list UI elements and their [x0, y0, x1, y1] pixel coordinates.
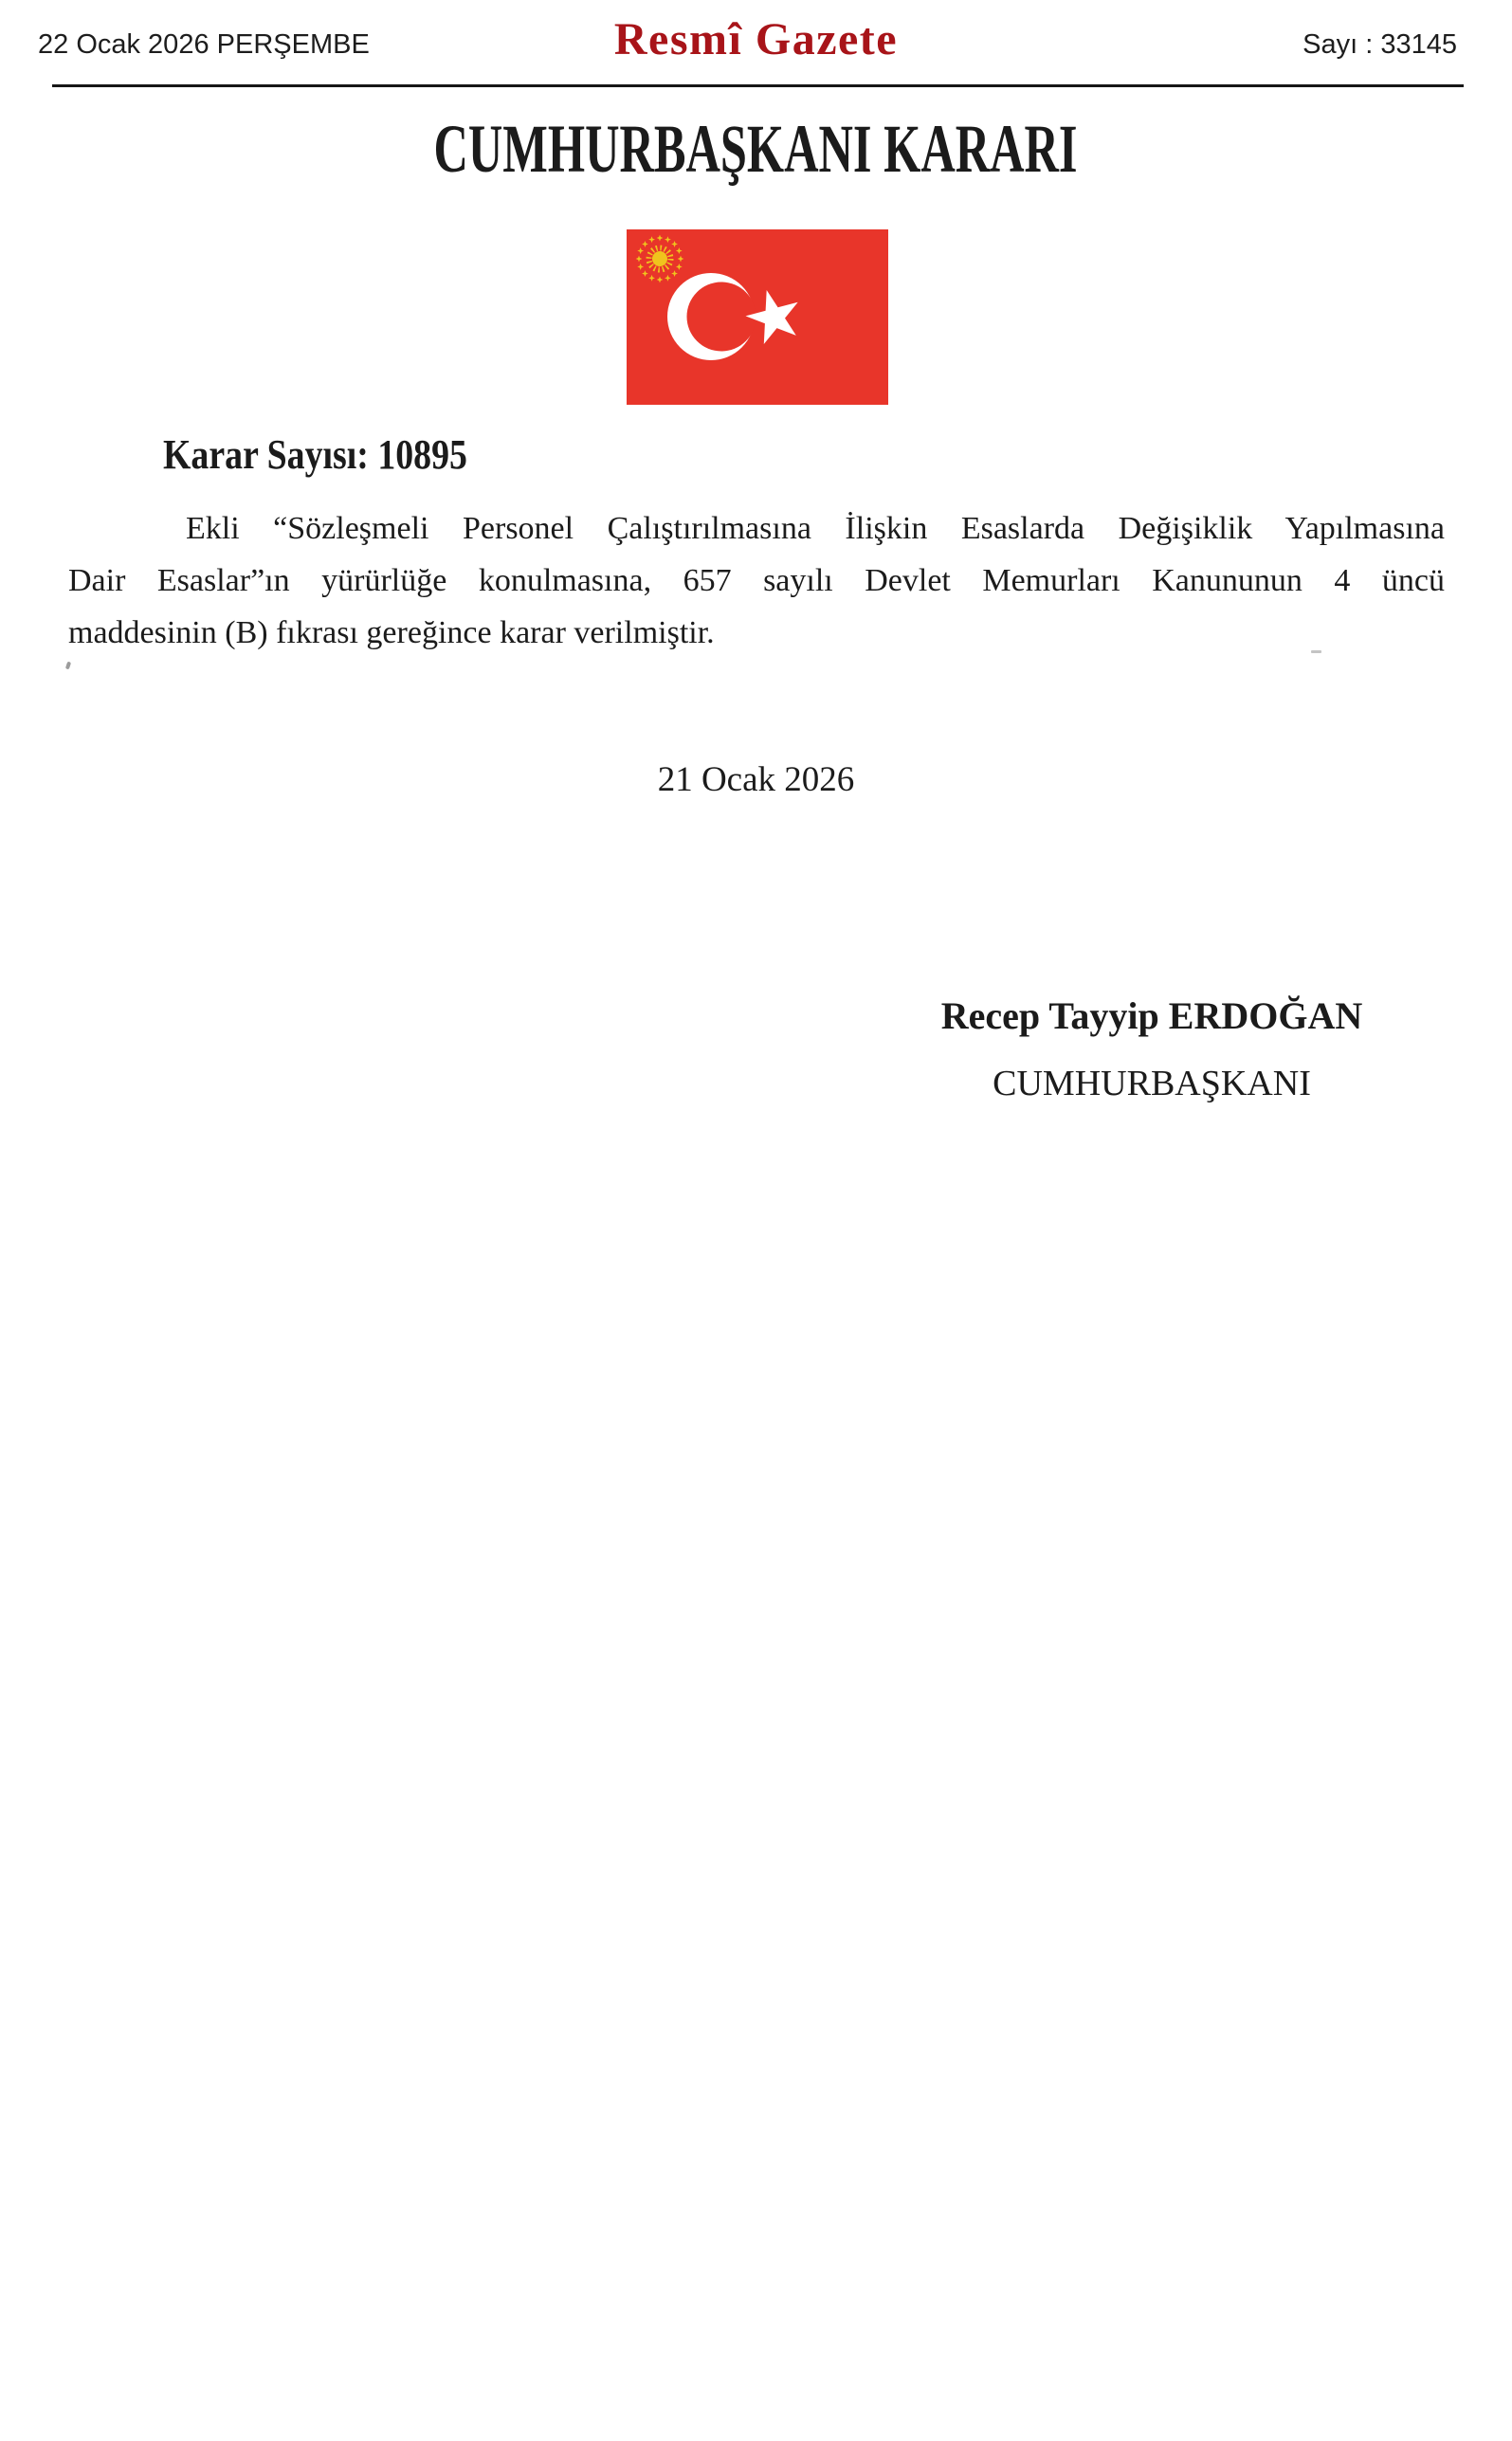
document-title: CUMHURBAŞKANI KARARI	[433, 111, 1079, 187]
decision-text-line: Ekli “Sözleşmeli Personel Çalıştırılmasına İlişkin Esaslarda Değişiklik Yapılmasına	[186, 511, 1445, 546]
masthead: Resmî Gazete	[613, 14, 899, 64]
header-divider	[52, 84, 1464, 87]
signature-block	[932, 993, 1372, 1105]
scan-artifact	[65, 662, 71, 670]
flag-graphic	[627, 229, 888, 405]
turkish-presidential-flag	[627, 229, 888, 405]
header-date: 22 Ocak 2026 PERŞEMBE	[38, 29, 370, 60]
header-issue-number: Sayı : 33145	[1303, 29, 1457, 60]
decision-number	[163, 431, 517, 478]
signature-name: Recep Tayyip ERDOĞAN	[940, 994, 1363, 1037]
decision-text	[68, 502, 1445, 659]
decision-text-line: Dair Esaslar”ın yürürlüğe konulmasına, 657 sayılı Devlet Memurları Kanununun 4 üncü	[68, 563, 1445, 598]
decision-date: 21 Ocak 2026	[657, 760, 855, 799]
scan-artifact	[1311, 650, 1321, 653]
signature-title: CUMHURBAŞKANI	[993, 1064, 1311, 1103]
decision-number-label: Karar Sayısı: 10895	[163, 431, 467, 478]
decision-text-line: maddesinin (B) fıkrası gereğince karar verilmiştir.	[68, 615, 715, 650]
